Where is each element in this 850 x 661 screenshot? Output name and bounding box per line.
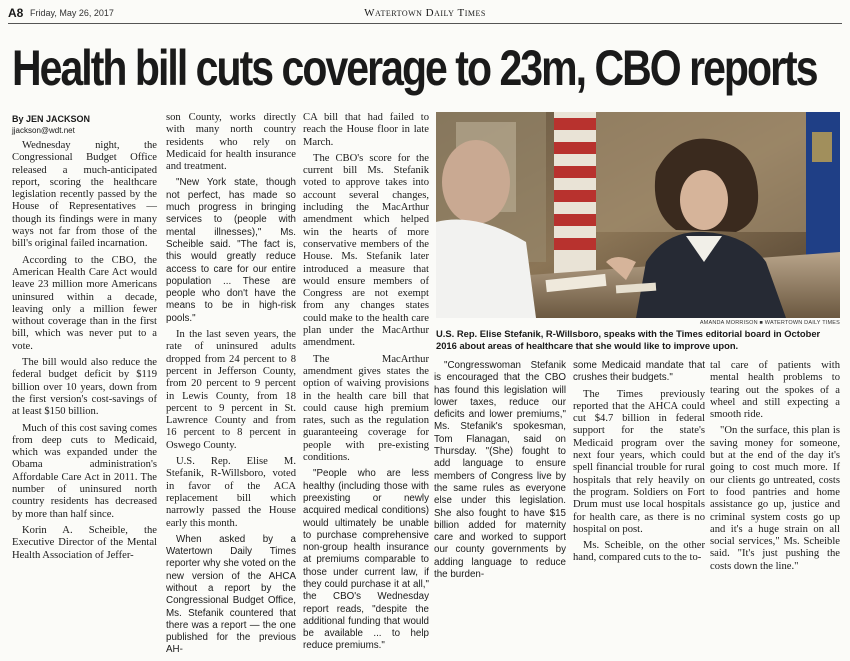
paragraph-continued: tal care of patients with mental health problems to tearing out the spokes of a wheel and still expecting a smooth ride.	[710, 360, 840, 421]
article-column-5	[573, 360, 705, 569]
paragraph-continued: some Medicaid mandate that crushes their budgets."	[573, 360, 705, 384]
photo-credit: AMANDA MORRISON ■ WATERTOWN DAILY TIMES	[699, 320, 840, 326]
photo-caption: U.S. Rep. Elise Stefanik, R-Willsboro, speaks with the Times editorial board in October 2016 about areas of healthcare that she would like to improve upon.	[436, 328, 821, 351]
quote-paragraph: "New York state, though not perfect, has made so much progress in bringing services to (people with mental illnesses)," Ms. Scheible said. "The fact is, this would greatly reduce access to care for our entire population ... These are people who don't have the means to be in high-risk pools."	[166, 177, 296, 324]
paragraph: The CBO's score for the current bill Ms. Stefanik voted to approve takes into account several changes, including the MacArthur amendment which helped win the hearts of more conservative members of the House. Ms. Stefanik later introduced a measure that would ensure members of Congress are not exempt from any changes states could make to the health care plan under the MacArthur amendment.	[303, 152, 429, 349]
article-photo[interactable]	[436, 112, 840, 318]
article-column-4	[434, 360, 566, 585]
paragraph-continued: son County, works directly with many north country residents who rely on Medicaid for health insurance and treatment.	[166, 112, 296, 173]
paragraph: The MacArthur amendment gives states the option of waiving provisions in the health care bill that could cause high premium rates, such as the regulation guaranteeing coverage for people with pre-existing conditions.	[303, 353, 429, 464]
paragraph-continued: CA bill that had failed to reach the House floor in late March.	[303, 112, 429, 148]
masthead: Watertown Daily Times	[364, 7, 486, 19]
article-column-1	[12, 140, 157, 566]
article-column-3	[303, 112, 429, 657]
headline: Health bill cuts coverage to 23m, CBO reports	[12, 40, 817, 96]
foreground-person	[442, 140, 510, 224]
author-email[interactable]: jjackson@wdt.net	[12, 126, 75, 135]
page-number: A8	[8, 6, 24, 20]
paragraph: Korin A. Scheible, the Executive Director of the Mental Health Association of Jeffer-	[12, 524, 157, 561]
quote-paragraph: "Congresswoman Stefanik is encouraged that the CBO has found this legislation will lower taxes, reduce our deficits and lower premiums," Ms. Stefanik's spokesman, Tom Flanagan, said on Thursday. "(She) fought to add language to ensure members of Congress live by the same rules as everyone else under this legislation. She also fought to have $15 billion added for maternity care and worked to support our county governments by adding language to reduce the burden-	[434, 360, 566, 581]
paragraph: Much of this cost saving comes from deep cuts to Medicaid, which was expanded under the Obama administration's Affordable Care Act in 2011. The number of uninsured north country residents has decreased by more than half since.	[12, 422, 157, 520]
paragraph: Ms. Scheible, on the other hand, compared cuts to the to-	[573, 540, 705, 564]
paragraph: U.S. Rep. Elise M. Stefanik, R-Willsboro, voted in favor of the ACA replacement bill which narrowly passed the House early this month.	[166, 456, 296, 529]
article-column-2	[166, 112, 296, 661]
paragraph: In the last seven years, the rate of uninsured adults dropped from 24 percent to 8 percent in Jefferson County, from 20 percent to 9 percent in Lewis County, from 18 percent to 9 percent in St. Lawrence County and from 16 percent to 8 percent in Oswego County.	[166, 329, 296, 451]
paragraph: When asked by a Watertown Daily Times reporter why she voted on the new version of the AHCA without a report by the Congressional Budget Office, Ms. Stefanik countered that there was a report — the one published for the previous AH-	[166, 533, 296, 656]
byline: By JEN JACKSON	[12, 114, 91, 124]
paragraph: The Times previously reported that the AHCA could cut $4.7 billion in federal support for the state's Medicaid program over the next four years, which could spell financial trouble for rural hospitals that rely heavily on the program. Soldiers on Fort Drum must use local hospitals for health care, as there is no hospital on post.	[573, 388, 705, 535]
photo-illustration	[436, 112, 840, 318]
article-column-6	[710, 360, 840, 577]
paragraph: According to the CBO, the American Health Care Act would leave 23 million more Americans uninsured within a decade, leaving only a million fewer without coverage than in the first bill, which was never put to a vote.	[12, 254, 157, 352]
issue-date: Friday, May 26, 2017	[30, 8, 114, 18]
paragraph: Wednesday night, the Congressional Budget Office released a much-anticipated report, scoring the healthcare legislation recently passed by the House of Representatives — though its findings were in many ways not far from those of the bill's original failed incarnation.	[12, 140, 157, 250]
quote-paragraph: "People who are less healthy (including those with preexisting or newly acquired medical conditions) would ultimately be unable to purchase comprehensive non-group health insurance at premiums comparable to those under current law, if they could purchase it at all," the CBO's Wednesday report reads, "despite the additional funding that would be available ... to help reduce premiums."	[303, 468, 429, 652]
paragraph: The bill would also reduce the federal budget deficit by $119 billion over 10 years, down from the first version's cost-savings of at least $150 billion.	[12, 357, 157, 418]
quote-paragraph: "On the surface, this plan is saving money for someone, but at the end of the day it's going to cost much more. If our clients go untreated, costs to food pantries and home assistance go up, justice and criminal system costs go up and it's a huge strain on all social services," Ms. Scheible said. "It's just pushing the costs down the line."	[710, 425, 840, 572]
page-header	[8, 2, 842, 24]
